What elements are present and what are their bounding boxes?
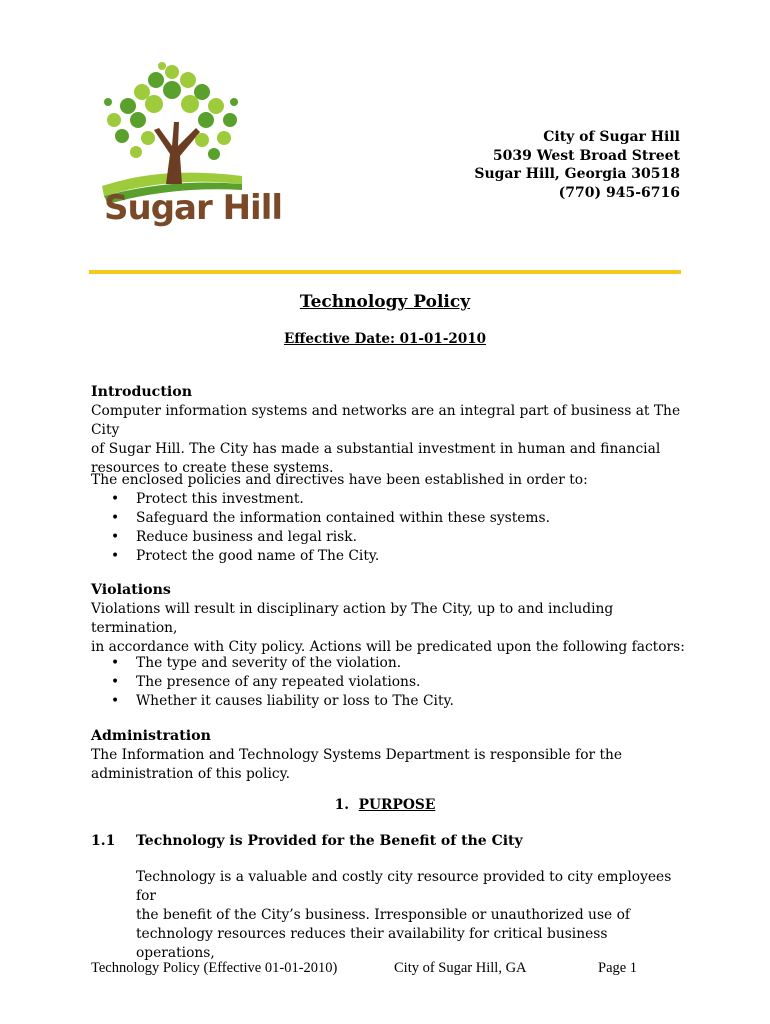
- bullet-icon: •: [111, 510, 120, 526]
- list-item: [91, 673, 691, 692]
- address-phone: (770) 945-6716: [558, 184, 680, 201]
- list-item-text: Safeguard the information contained within these systems.: [136, 510, 550, 526]
- subsection-title: Technology is Provided for the Benefit of the City: [136, 833, 523, 849]
- bullet-icon: •: [111, 674, 120, 690]
- bullet-icon: •: [111, 693, 120, 709]
- document-title: Technology Policy: [299, 292, 471, 312]
- list-item-text: Reduce business and legal risk.: [136, 529, 357, 545]
- introduction-line: resources to create these systems.: [91, 460, 334, 476]
- effective-date: Effective Date: 01-01-2010: [284, 331, 486, 347]
- logo-wordmark: Sugar Hill: [104, 188, 282, 228]
- bullet-icon: •: [111, 529, 120, 545]
- introduction-line: Computer information systems and networks are an integral part of business at The City: [91, 403, 681, 438]
- objectives-lead: The enclosed policies and directives have been established in order to:: [91, 472, 588, 488]
- violations-heading: Violations: [91, 582, 171, 598]
- list-item-text: The presence of any repeated violations.: [136, 674, 421, 690]
- bullet-icon: •: [111, 548, 120, 564]
- list-item: [91, 528, 691, 547]
- list-item-text: Whether it causes liability or loss to The City.: [136, 693, 454, 709]
- list-item: [91, 490, 691, 509]
- administration-line: administration of this policy.: [91, 766, 290, 782]
- purpose-number: 1.: [334, 797, 350, 813]
- section-purpose-heading: [0, 797, 770, 813]
- bullet-icon: •: [111, 491, 120, 507]
- paragraph-line: Technology is a valuable and costly city resource provided to city employees for: [136, 869, 672, 904]
- address-street: 5039 West Broad Street: [492, 147, 680, 164]
- header-divider: [89, 270, 681, 274]
- list-item: [91, 654, 691, 673]
- footer-page-number: Page 1: [598, 960, 638, 976]
- footer-left: Technology Policy (Effective 01-01-2010): [91, 960, 338, 976]
- list-item: [91, 547, 691, 566]
- purpose-label: PURPOSE: [358, 797, 436, 813]
- city-address-block: [474, 128, 680, 202]
- list-item: [91, 509, 691, 528]
- administration-line: The Information and Technology Systems Department is responsible for the: [91, 747, 623, 763]
- subsection-paragraph: [136, 868, 684, 963]
- introduction-section: [91, 383, 691, 478]
- administration-section: [91, 727, 691, 784]
- list-item-text: Protect the good name of The City.: [136, 548, 380, 564]
- introduction-heading: Introduction: [91, 384, 193, 400]
- paragraph-line: technology resources reduces their availability for critical business operations,: [136, 926, 608, 961]
- violations-section: [91, 581, 691, 657]
- bullet-icon: •: [111, 655, 120, 671]
- violations-line: in accordance with City policy. Actions will be predicated upon the following factors:: [91, 639, 685, 655]
- objectives-list: [91, 490, 691, 566]
- administration-heading: Administration: [91, 728, 211, 744]
- factors-list: [91, 654, 691, 711]
- introduction-line: of Sugar Hill. The City has made a substantial investment in human and financial: [91, 441, 661, 457]
- address-city-name: City of Sugar Hill: [543, 129, 680, 145]
- list-item-text: Protect this investment.: [136, 491, 304, 507]
- list-item: [91, 692, 691, 711]
- footer-center: City of Sugar Hill, GA: [394, 960, 527, 976]
- violations-line: Violations will result in disciplinary action by The City, up to and including termination,: [91, 601, 614, 636]
- paragraph-line: the benefit of the City’s business. Irresponsible or unauthorized use of: [136, 907, 630, 923]
- subsection-number: 1.1: [91, 833, 116, 849]
- list-item-text: The type and severity of the violation.: [136, 655, 402, 671]
- address-city-state-zip: Sugar Hill, Georgia 30518: [474, 166, 680, 182]
- violations-factors: [91, 654, 691, 711]
- introduction-objectives: [91, 471, 691, 566]
